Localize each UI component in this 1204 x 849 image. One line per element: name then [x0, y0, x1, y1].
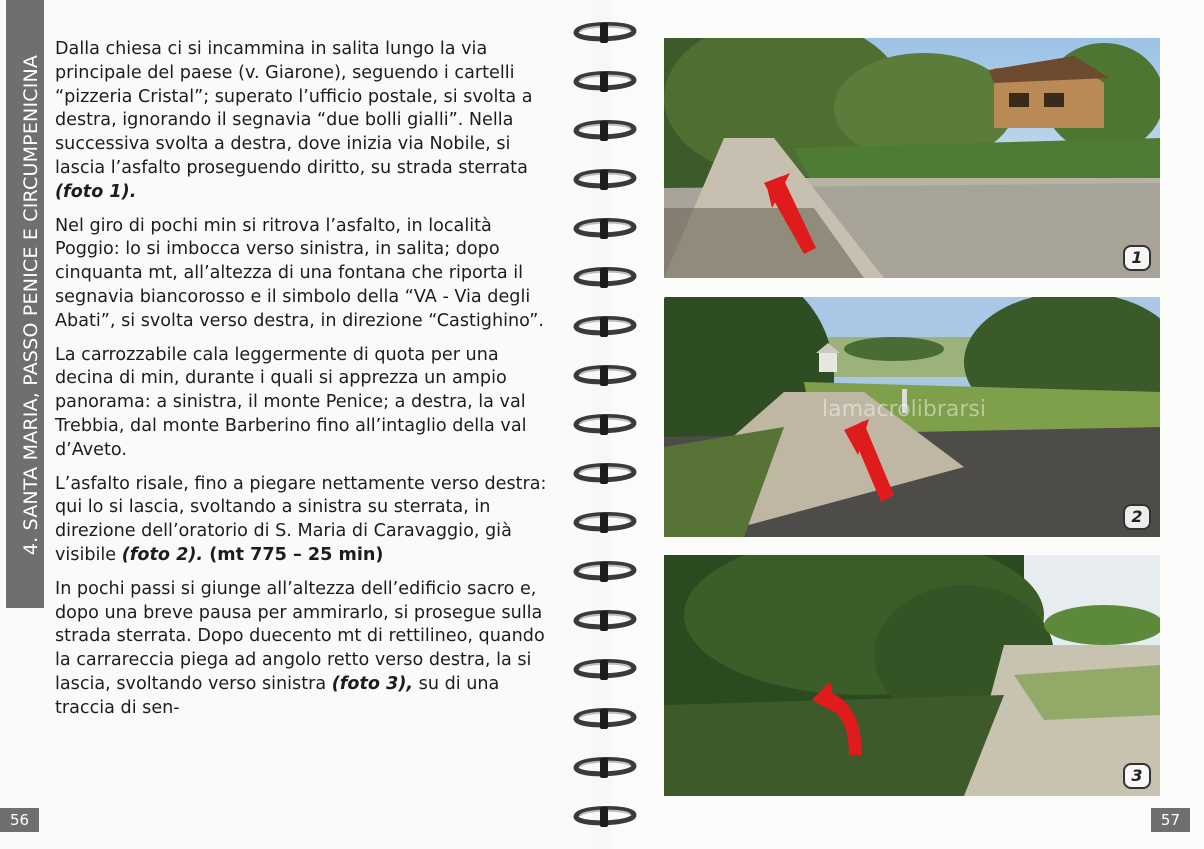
photo-2-number: 2: [1123, 504, 1151, 530]
chapter-title: 4. SANTA MARIA, PASSO PENICE E CIRCUMPENICINA: [20, 54, 42, 556]
spiral-coil: [572, 410, 638, 440]
paragraph-2: Nel giro di pochi min si ritrova l’asfalto, in località Poggio: lo si imbocca verso sinistra, in salita; dopo cinquanta mt, all’altezza di una fontana che riporta il segnavia biancorosso e il simbolo della “VA - Via degli Abati”, si svolta verso destra, in direzione “Castighino”.: [55, 215, 544, 331]
spiral-coil: [572, 459, 638, 489]
altitude-time: (mt 775 – 25 min): [203, 544, 384, 565]
chapter-tab: [6, 0, 44, 608]
spiral-coil: [572, 263, 638, 293]
body-text: [55, 38, 560, 731]
photo-ref-1: (foto 1).: [55, 181, 137, 202]
spiral-coil: [572, 704, 638, 734]
left-page: [0, 0, 592, 849]
spiral-coil: [572, 67, 638, 97]
photo-3-number: 3: [1123, 763, 1151, 789]
photo-1: [664, 38, 1160, 278]
paragraph-1: Dalla chiesa ci si incammina in salita lungo la via principale del paese (v. Giarone), seguendo i cartelli “pizzeria Cristal”; superato l’ufficio postale, si svolta a destra, ignorando il segnavia “due bolli gialli”. Nella successiva svolta a destra, dove inizia via Nobile, si lascia l’asfalto proseguendo diritto, su strada sterrata (foto 1).: [55, 39, 533, 202]
watermark: lamacrolibrarsi: [822, 397, 986, 422]
paragraph-4: L’asfalto risale, fino a piegare nettamente verso destra: qui lo si lascia, svoltando a sinistra su sterrata, in direzione dell’oratorio di S. Maria di Caravaggio, già visibile (foto 2). (mt 775 – 25 min): [55, 473, 547, 565]
page-number-right: 57: [1151, 808, 1190, 832]
photo-3: [664, 555, 1160, 796]
spiral-coil: [572, 214, 638, 244]
photo-ref-2: (foto 2).: [121, 544, 204, 565]
spiral-coil: [572, 508, 638, 538]
page-number-left: 56: [0, 808, 39, 832]
spiral-coil: [572, 361, 638, 391]
spiral-coil: [572, 312, 638, 342]
paragraph-5: In pochi passi si giunge all’altezza dell’edificio sacro e, dopo una breve pausa per ammirarlo, si prosegue sulla strada sterrata. Dopo duecento mt di rettilineo, quando la carrareccia piega ad angolo retto verso destra, la si lascia, svoltando verso sinistra (foto 3), su di una traccia di sen-: [55, 578, 545, 718]
photo-2: [664, 297, 1160, 537]
spiral-coil: [572, 557, 638, 587]
spiral-binding: [572, 0, 638, 849]
photo-1-number: 1: [1123, 245, 1151, 271]
spiral-coil: [572, 802, 638, 832]
spiral-coil: [572, 655, 638, 685]
spiral-coil: [572, 753, 638, 783]
spiral-coil: [572, 165, 638, 195]
photo-3-image: [664, 555, 1160, 796]
spiral-coil: [572, 116, 638, 146]
photo-1-image: [664, 38, 1160, 278]
spiral-coil: [572, 18, 638, 48]
photo-ref-3: (foto 3),: [331, 673, 414, 694]
paragraph-3: La carrozzabile cala leggermente di quota per una decina di min, durante i quali si apprezza un ampio panorama: a sinistra, il monte Penice; a destra, la val Trebbia, dal monte Barberino fino all’intaglio della val d’Aveto.: [55, 344, 527, 460]
spiral-coil: [572, 606, 638, 636]
